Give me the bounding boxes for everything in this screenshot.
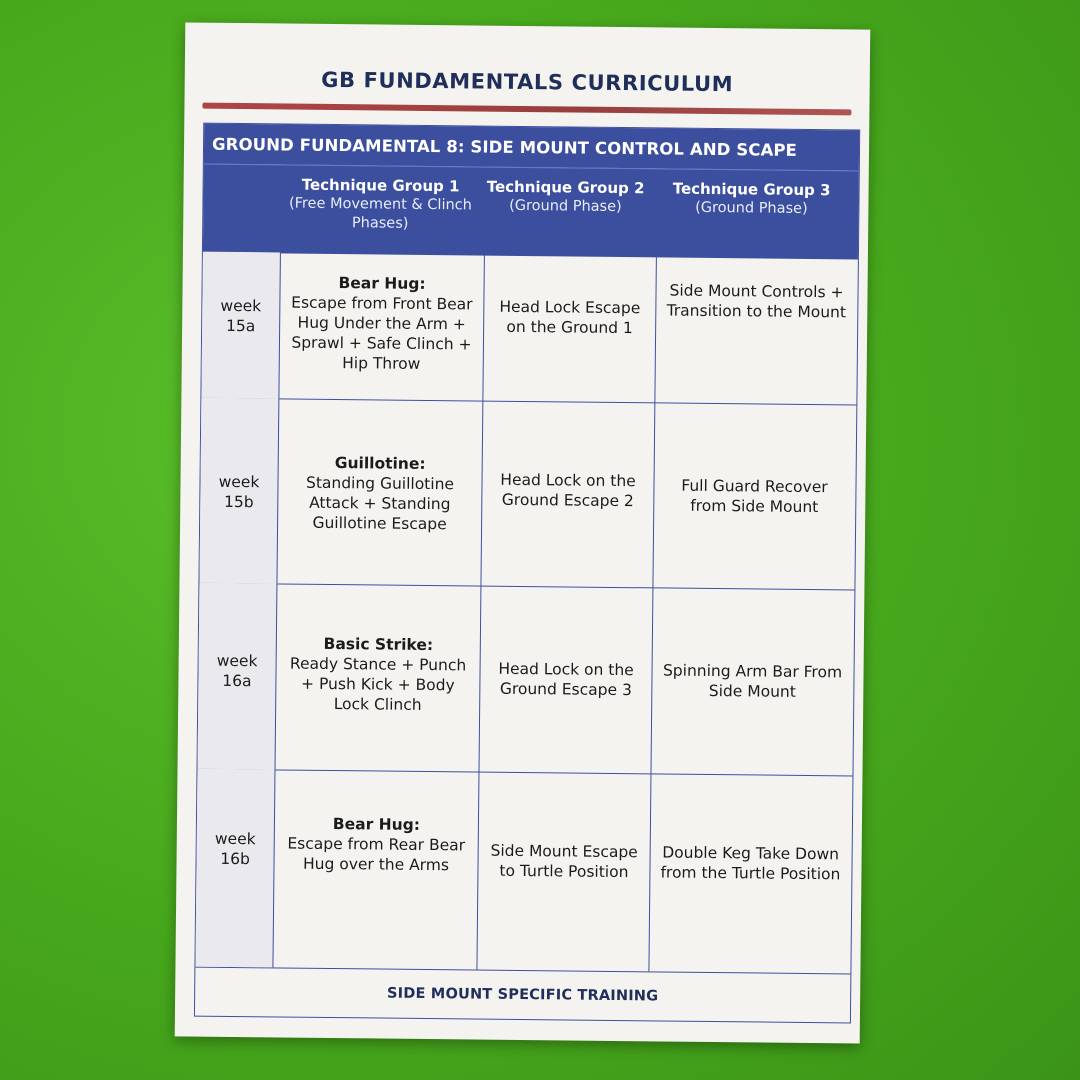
group-1-cell bbox=[276, 583, 482, 771]
group-1-title: Basic Strike: bbox=[323, 634, 434, 655]
column-header-name: Technique Group 1 bbox=[301, 175, 460, 196]
week-cell bbox=[199, 398, 279, 584]
group-1-text: Escape from Front Bear Hug Under the Arm + Sprawl + Safe Clinch + Hip Throw bbox=[291, 293, 473, 373]
group-1-cell bbox=[277, 398, 483, 585]
column-header-group-2 bbox=[479, 178, 651, 218]
group-2-text: Side Mount Escape to Turtle Position bbox=[490, 841, 638, 882]
column-header-sub: (Ground Phase) bbox=[509, 197, 622, 216]
footer-caption: SIDE MOUNT SPECIFIC TRAINING bbox=[386, 985, 659, 1005]
column-header-sub: (Free Movement & Clinch Phases) bbox=[288, 195, 472, 232]
group-3-text: Spinning Arm Bar From Side Mount bbox=[662, 661, 843, 701]
table-row bbox=[195, 769, 852, 975]
week-label: week 15a bbox=[220, 296, 262, 336]
week-label: week 15b bbox=[218, 472, 260, 512]
week-label: week 16b bbox=[214, 829, 256, 869]
section-banner: GROUND FUNDAMENTAL 8: SIDE MOUNT CONTROL AND SCAPE bbox=[204, 124, 859, 171]
group-3-cell bbox=[651, 587, 853, 775]
group-2-text: Head Lock on the Ground Escape 3 bbox=[498, 659, 634, 700]
group-3-text: Side Mount Controls + Transition to the Mount bbox=[666, 281, 847, 322]
table-row bbox=[201, 252, 858, 406]
table-row bbox=[199, 398, 856, 591]
week-cell bbox=[198, 583, 278, 770]
table-row bbox=[198, 583, 855, 777]
week-label: week 16a bbox=[216, 651, 258, 691]
column-header-group-1 bbox=[281, 175, 480, 234]
group-2-cell bbox=[481, 401, 655, 588]
group-1-text: Ready Stance + Punch + Push Kick + Body Lock Clinch bbox=[289, 654, 467, 714]
column-header-name: Technique Group 3 bbox=[672, 179, 831, 200]
table-body bbox=[195, 252, 857, 974]
group-2-text: Head Lock Escape on the Ground 1 bbox=[499, 297, 641, 338]
page-title: GB FUNDAMENTALS CURRICULUM bbox=[321, 67, 734, 97]
curriculum-table bbox=[194, 123, 860, 1024]
group-1-text: Escape from Rear Bear Hug over the Arms bbox=[287, 834, 466, 875]
group-1-title: Bear Hug: bbox=[332, 815, 421, 834]
column-header-name: Technique Group 2 bbox=[486, 177, 645, 198]
group-2-cell bbox=[477, 772, 651, 972]
week-cell bbox=[201, 252, 281, 399]
column-header-sub: (Ground Phase) bbox=[695, 199, 808, 217]
group-3-text: Full Guard Recover from Side Mount bbox=[681, 476, 828, 516]
group-1-cell bbox=[273, 769, 479, 969]
group-2-text: Head Lock on the Ground Escape 2 bbox=[500, 470, 636, 510]
group-3-cell bbox=[649, 773, 851, 973]
week-cell bbox=[195, 769, 275, 968]
column-header-group-3 bbox=[651, 179, 851, 219]
group-1-cell bbox=[279, 252, 485, 400]
group-1-title: Guillotine: bbox=[334, 454, 426, 473]
group-2-cell bbox=[479, 586, 653, 774]
group-2-cell bbox=[483, 255, 657, 403]
group-1-title: Bear Hug: bbox=[338, 274, 426, 293]
group-3-cell bbox=[655, 256, 857, 404]
group-3-text: Double Keg Take Down from the Turtle Position bbox=[660, 843, 841, 884]
column-header-row bbox=[203, 164, 859, 260]
group-1-text: Standing Guillotine Attack + Standing Guillotine Escape bbox=[305, 473, 455, 534]
group-3-cell bbox=[653, 402, 855, 589]
title-divider bbox=[202, 103, 851, 116]
curriculum-card bbox=[175, 22, 871, 1043]
